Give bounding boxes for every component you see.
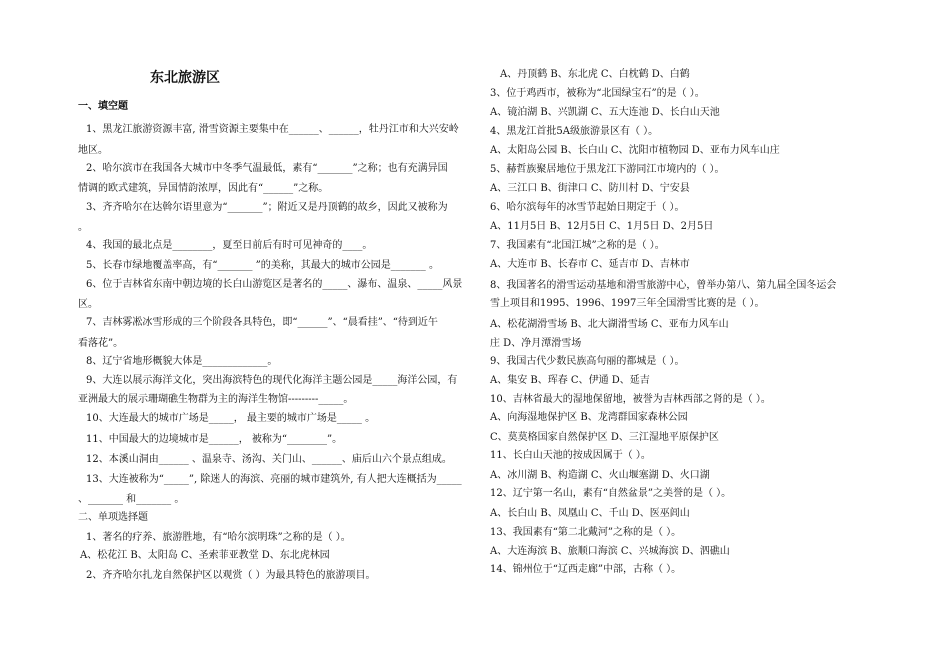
text-line: 区。 <box>78 299 98 310</box>
text-line: A、大连市 B、长春市 C、延吉市 D、吉林市 <box>490 259 690 270</box>
text-line: 7、我国素有“北国江城”之称的是（ ）。 <box>490 240 665 251</box>
text-line: 6、哈尔滨每年的冰雪节起始日期定于（ ）。 <box>490 202 685 213</box>
text-line: 7、吉林雾凇冰雪形成的三个阶段各具特色，即“______”、“晨看挂”、“待到近午 <box>86 317 438 328</box>
text-line: 13、我国素有“第二北戴河”之称的是（ ）。 <box>490 527 682 538</box>
text-line: 、_______ 和_______ 。 <box>78 494 185 505</box>
text-line: A、太阳岛公园 B、长白山 C、沈阳市植物园 D、亚布力风车山庄 <box>490 145 780 156</box>
text-line: 6、位于吉林省东南中朝边境的长白山游览区是著名的_____、瀑布、温泉、_____风景 <box>86 279 463 290</box>
text-line: 11、长白山天池的按成因属于（ ）。 <box>490 450 651 461</box>
text-line: 4、黑龙江首批5A级旅游景区有（ ）。 <box>490 126 659 137</box>
text-line: 8、辽宁省地形概貌大体是_____________。 <box>86 356 278 367</box>
text-line: 二、单项选择题 <box>78 512 148 523</box>
text-line: A、11月5日 B、12月5日 C、1月5日 D、2月5日 <box>490 221 714 232</box>
text-line: 。 <box>78 222 88 233</box>
page-title: 东北旅游区 <box>150 70 220 86</box>
text-line: C、莫莫格国家自然保护区 D、三江湿地平原保护区 <box>490 432 719 443</box>
text-line: 1、黑龙江旅游资源丰富, 滑雪资源主要集中在______、______，牡丹江市和大兴安岭 <box>86 124 459 135</box>
text-line: 4、我国的最北点是________，夏至日前后有时可见神奇的____。 <box>86 240 373 251</box>
text-line: 2、哈尔滨市在我国各大城市中冬季气温最低，素有“_______”之称；也有充满异国 <box>86 163 448 174</box>
text-line: 2、齐齐哈尔扎龙自然保护区以观赏（ ）为最具特色的旅游项目。 <box>86 570 376 581</box>
text-line: A、向海湿地保护区 B、龙湾群国家森林公园 <box>490 412 688 423</box>
text-line: 12、辽宁第一名山，素有“自然盆景”之美誉的是（ ）。 <box>490 488 732 499</box>
text-line: 10、大连最大的城市广场是_____， 最主要的城市广场是_____ 。 <box>86 413 376 424</box>
text-line: 看落花”。 <box>78 338 124 349</box>
text-line: 雪上项目和1995、1996、1997三年全国滑雪比赛的是（ ）。 <box>490 298 765 309</box>
text-line: 14、锦州位于“辽西走廊”中部，古称（ ）。 <box>490 564 682 575</box>
text-line: 情调的欧式建筑，异国情韵浓厚，因此有“______”之称。 <box>78 183 329 194</box>
text-line: 3、齐齐哈尔在达斡尔语里意为“_______”；附近又是丹顶鹤的故乡，因此又被称为 <box>86 202 448 213</box>
text-line: 12、本溪山洞由______ 、温泉寺、汤沟、关门山、______、庙后山六个景点组成。 <box>86 454 452 465</box>
text-line: A、冰川湖 B、构造湖 C、火山堰塞湖 D、火口湖 <box>490 470 710 481</box>
text-line: 10、吉林省最大的湿地保留地，被誉为吉林西部之肾的是（ ）。 <box>490 394 771 405</box>
text-line: 13、大连被称为“_____”, 除迷人的海滨、亮丽的城市建筑外, 有人把大连概括为_____ <box>86 474 462 485</box>
text-line: A、丹顶鹤 B、东北虎 C、白枕鹤 D、白鹤 <box>500 69 690 80</box>
text-line: 3、位于鸡西市，被称为“北国绿宝石”的是（ ）。 <box>490 88 705 99</box>
section-heading: 一、填空题 <box>78 101 128 112</box>
text-line: 9、大连以展示海洋文化，突出海滨特色的现代化海洋主题公园是_____海洋公园，有 <box>86 375 458 386</box>
text-line: 1、著名的疗养、旅游胜地，有“哈尔滨明珠”之称的是（ ）。 <box>86 532 351 543</box>
text-line: A、三江口 B、街津口 C、防川村 D、宁安县 <box>490 183 690 194</box>
text-line: A、松花江 B、太阳岛 C、圣索菲亚教堂 D、东北虎林园 <box>80 550 330 561</box>
text-line: 地区。 <box>78 145 108 156</box>
text-line: A、大连海滨 B、旅顺口海滨 C、兴城海滨 D、泗礁山 <box>490 546 730 557</box>
text-line: 11、中国最大的边境城市是______， 被称为“________”。 <box>86 434 343 445</box>
text-line: 5、长春市绿地覆盖率高，有“_______ ”的美称，其最大的城市公园是_______ 。 <box>86 260 439 271</box>
text-line: 亚洲最大的展示珊瑚礁生物群为主的海洋生物馆---------_____。 <box>78 394 354 405</box>
text-line: A、松花湖滑雪场 B、北大湖滑雪场 C、亚布力风车山 <box>490 319 729 330</box>
text-line: 庄 D、净月潭滑雪场 <box>490 338 582 349</box>
text-line: 9、我国古代少数民族高句丽的都城是（ ）。 <box>490 356 685 367</box>
text-line: A、长白山 B、凤凰山 C、千山 D、医巫闾山 <box>490 508 690 519</box>
text-line: 8、我国著名的滑雪运动基地和滑雪旅游中心，曾举办第八、第九届全国冬运会 <box>490 280 837 291</box>
text-line: A、镜泊湖 B、兴凯湖 C、五大连池 D、长白山天池 <box>490 107 720 118</box>
text-line: 5、赫哲族聚居地位于黑龙江下游同江市境内的（ ）。 <box>490 164 725 175</box>
text-line: A、集安 B、珲春 C、伊通 D、延吉 <box>490 375 650 386</box>
